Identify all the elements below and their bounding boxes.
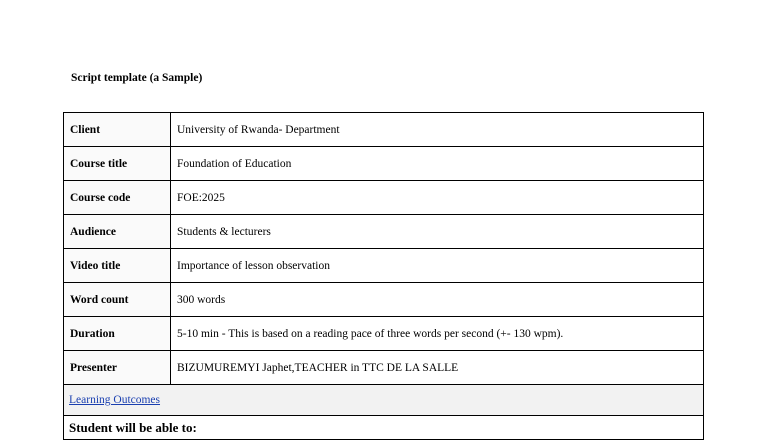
row-label-audience: Audience [64,215,171,249]
row-value-course-code: FOE:2025 [171,181,704,215]
script-template-table [63,112,704,440]
row-value-client: University of Rwanda- Department [171,113,704,147]
table-row [64,181,704,215]
row-label-client: Client [64,113,171,147]
learning-outcomes-row [64,385,704,416]
row-label-word-count: Word count [64,283,171,317]
row-value-video-title: Importance of lesson observation [171,249,704,283]
row-value-word-count: 300 words [171,283,704,317]
table-row [64,351,704,385]
student-row [64,416,704,440]
row-label-video-title: Video title [64,249,171,283]
table-row [64,215,704,249]
row-label-duration: Duration [64,317,171,351]
table-row [64,249,704,283]
learning-outcomes-link[interactable]: Learning Outcomes [69,394,161,406]
table-row [64,317,704,351]
table-row [64,113,704,147]
document-heading: Script template (a Sample) [71,72,203,84]
row-value-duration: 5-10 min - This is based on a reading pace of three words per second (+- 130 wpm). [171,317,704,351]
table-row [64,283,704,317]
row-value-presenter: BIZUMUREMYI Japhet,TEACHER in TTC DE LA SALLE [171,351,704,385]
row-label-presenter: Presenter [64,351,171,385]
row-value-course-title: Foundation of Education [171,147,704,181]
row-label-course-title: Course title [64,147,171,181]
learning-outcomes-cell [64,385,704,416]
student-able-to-text: Student will be able to: [64,416,704,440]
row-label-course-code: Course code [64,181,171,215]
table-row [64,147,704,181]
row-value-audience: Students & lecturers [171,215,704,249]
